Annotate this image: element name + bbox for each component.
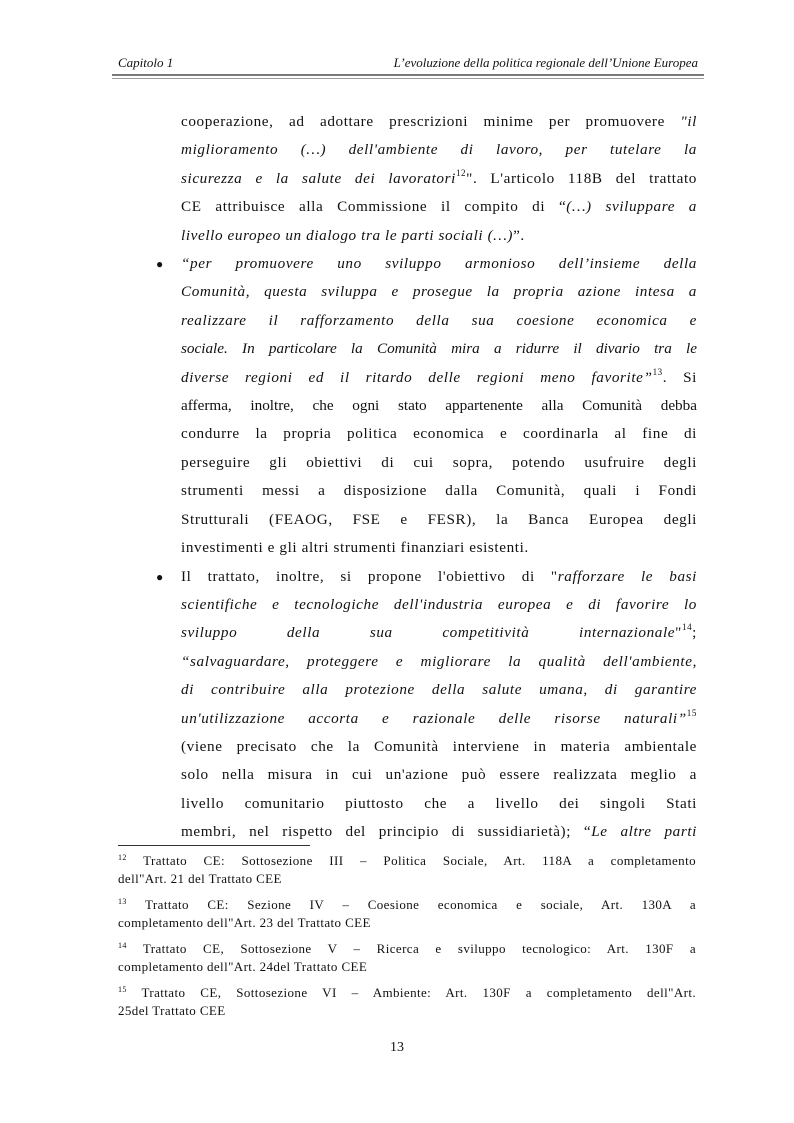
header-rule-thin (112, 78, 704, 79)
bullet-item (156, 563, 697, 847)
footnote-line: $^{14}$ Trattato CE, Sottosezione V – Ricerca e sviluppo tecnologico: Art. 130F a (118, 941, 696, 956)
text-line: livello europeo un dialogo tra le parti sociali (…)”. (181, 226, 525, 244)
text-line: solo nella misura in cui un'azione può essere realizzata meglio a (181, 766, 697, 784)
body-text (156, 108, 698, 847)
footnote-line: 25del Trattato CEE (118, 1003, 226, 1018)
running-header (118, 50, 698, 74)
footnote-line: $^{15}$ Trattato CE, Sottosezione VI – Ambiente: Art. 130F a completamento dell"Art. (118, 985, 697, 1000)
text-line: Strutturali (FEAOG, FSE e FESR), la Banca Europea degli (181, 510, 697, 528)
footnote-rule (118, 845, 310, 846)
footnote-line: completamento dell"Art. 24del Trattato CEE (118, 959, 368, 974)
text-line: “salvaguardare, proteggere e migliorare la qualità dell'ambiente, (181, 652, 697, 670)
text-line: investimenti e gli altri strumenti finanziari esistenti. (181, 539, 529, 557)
bullet-item (156, 250, 697, 562)
text-line: Comunità, questa sviluppa e prosegue la propria azione intesa a (181, 283, 697, 301)
page-number: 13 (390, 1040, 404, 1055)
text-line: diverse regioni ed il ritardo delle regioni meno favorite”$^{13}$. Si (181, 366, 697, 386)
footnote (118, 940, 696, 976)
text-line: Il trattato, inoltre, si propone l'obiettivo di "rafforzare le basi (181, 567, 697, 585)
text-line: cooperazione, ad adottare prescrizioni minime per promuovere "il (181, 113, 697, 130)
text-line: sicurezza e la salute dei lavoratori$^{12}$". L'articolo 118B del trattato (181, 167, 697, 187)
bullet-icon: ● (156, 569, 164, 584)
chapter-label: Capitolo 1 (118, 55, 174, 70)
text-line: scientifiche e tecnologiche dell'industria europea e di favorire lo (181, 595, 697, 613)
footnote-ref: 12 (455, 167, 467, 178)
footnote-number: 15 (118, 985, 127, 994)
text-line: sviluppo della sua competitività internazionale"$^{14}$; (181, 622, 697, 642)
paragraph-continuation (181, 108, 697, 250)
footnote (118, 896, 696, 932)
footnote (118, 852, 696, 888)
chapter-title: L’evoluzione della politica regionale dell’Unione Europea (393, 55, 698, 70)
footnote (118, 984, 696, 1020)
text-line: un'utilizzazione accorta e razionale delle risorse naturali”$^{15}$ (181, 707, 697, 727)
text-line: livello comunitario piuttosto che a livello dei singoli Stati (181, 794, 697, 812)
footnote-number: 14 (118, 941, 127, 950)
text-line: perseguire gli obiettivi di cui sopra, potendo usufruire degli (181, 453, 697, 471)
footnote-number: 13 (118, 897, 127, 906)
footnote-number: 12 (118, 853, 127, 862)
footnote-line: dell"Art. 21 del Trattato CEE (118, 871, 282, 886)
text-line: realizzare il rafforzamento della sua coesione economica e (181, 311, 697, 329)
text-line: miglioramento (…) dell'ambiente di lavoro, per tutelare la (181, 141, 697, 159)
text-line: afferma, inoltre, che ogni stato appartenente alla Comunità debba (181, 397, 697, 415)
text-line: (viene precisato che la Comunità interviene in materia ambientale (181, 737, 697, 755)
text-line: di contribuire alla protezione della salute umana, di garantire (181, 681, 697, 699)
text-line: CE attribuisce alla Commissione il compito di “(…) sviluppare a (181, 198, 698, 216)
bullet-icon: ● (156, 257, 164, 272)
footnote-line: $^{13}$ Trattato CE: Sezione IV – Coesione economica e sociale, Art. 130A a (118, 897, 696, 912)
text-line: strumenti messi a disposizione dalla Comunità, quali i Fondi (181, 482, 697, 500)
footnote-line: $^{12}$ Trattato CE: Sottosezione III – Politica Sociale, Art. 118A a completamento (118, 853, 696, 868)
footnote-ref: 15 (686, 707, 697, 718)
header-rule (112, 74, 704, 76)
footnote-ref: 14 (681, 622, 693, 633)
footnote-line: completamento dell"Art. 23 del Trattato CEE (118, 915, 371, 930)
text-line: condurre la propria politica economica e coordinarla al fine di (181, 425, 697, 443)
footnotes (118, 852, 696, 1028)
text-line: “per promuovere uno sviluppo armonioso dell’insieme della (181, 255, 697, 273)
text-line: membri, nel rispetto del principio di sussidiarietà); “Le altre parti (181, 823, 697, 841)
text-line: sociale. In particolare la Comunità mira a ridurre il divario tra le (181, 340, 697, 358)
footnote-ref: 13 (652, 366, 663, 377)
